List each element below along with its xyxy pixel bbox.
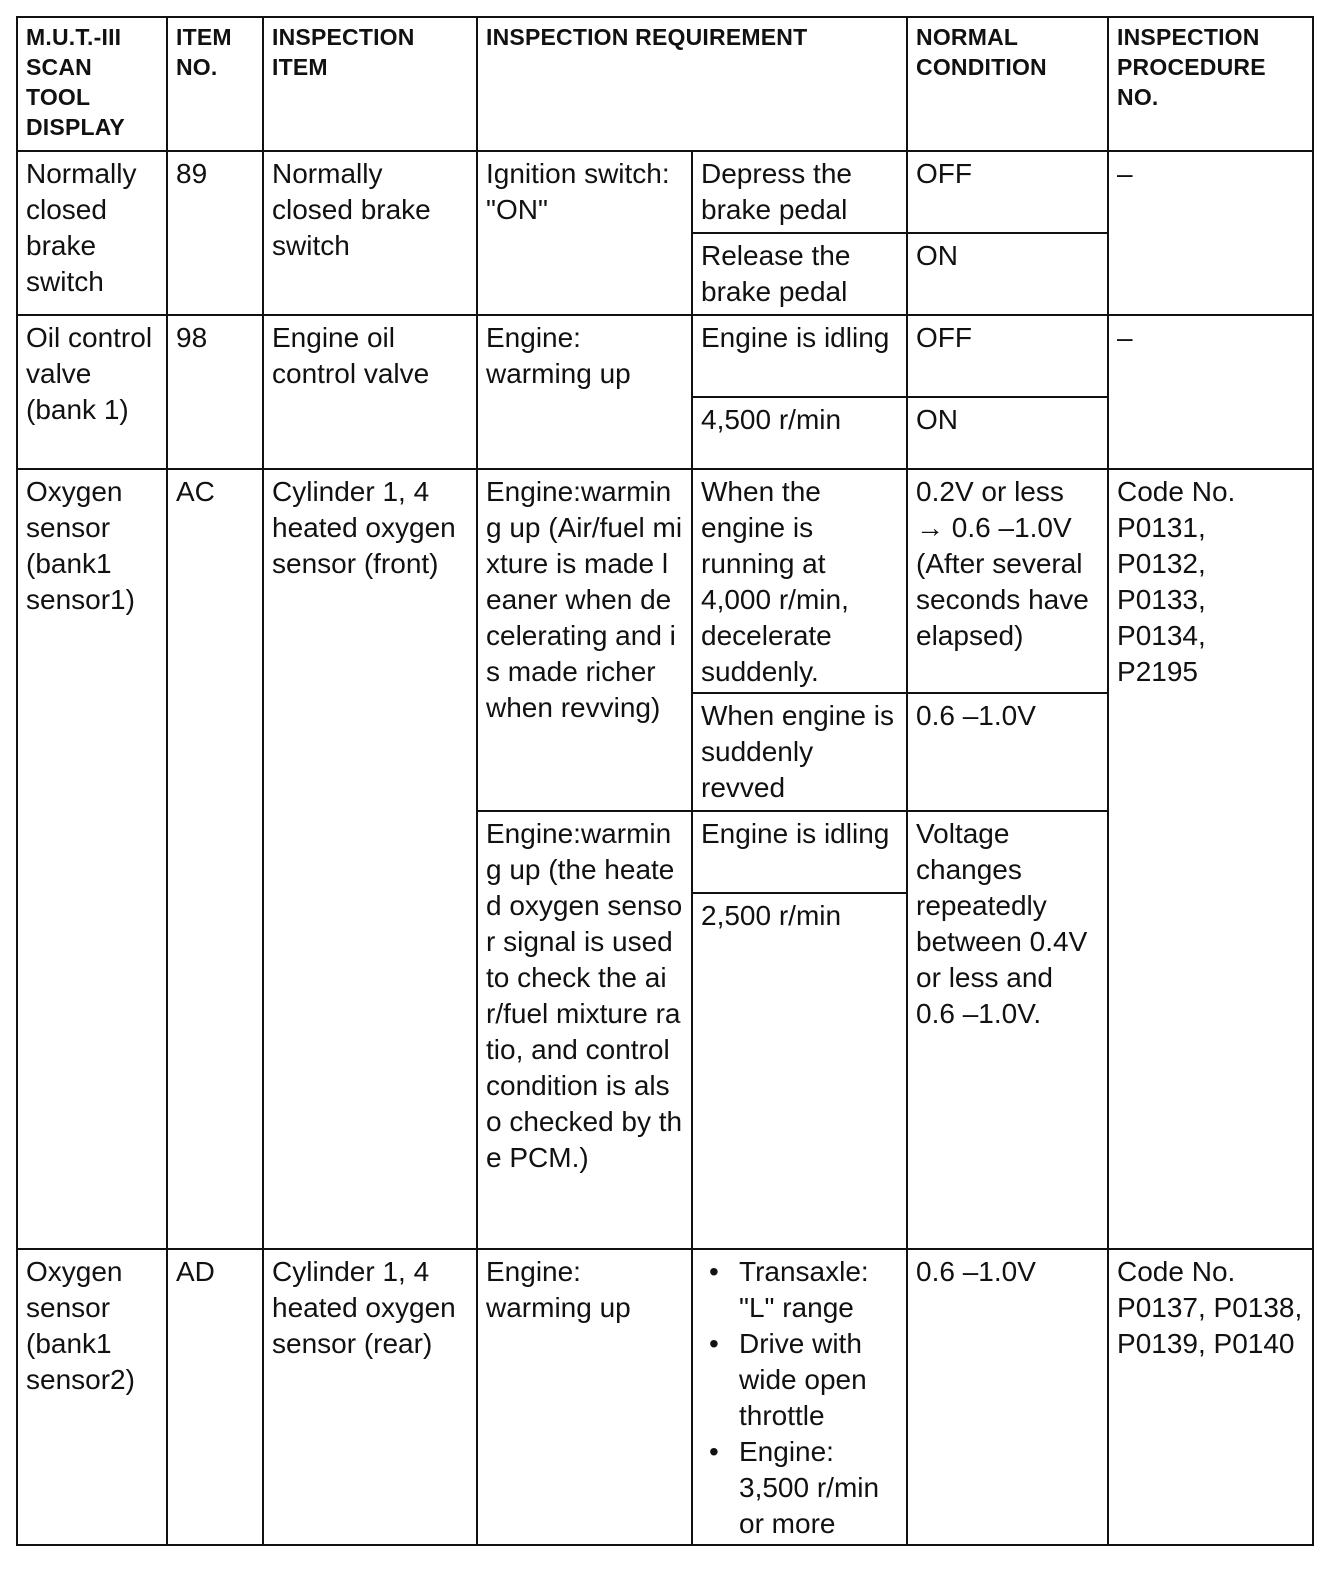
header-procedure-no: INSPECTION PROCEDURE NO.: [1108, 17, 1313, 151]
cell-condition: 2,500 r/min: [692, 893, 907, 1249]
cell-condition: Depress the brake pedal: [692, 151, 907, 233]
cell-procedure: –: [1108, 315, 1313, 469]
header-display: M.U.T.-III SCAN TOOL DISPLAY: [17, 17, 167, 151]
cell-display: Oil control valve (bank 1): [17, 315, 167, 469]
table-row: [17, 469, 1313, 693]
cell-condition: Engine is idling: [692, 315, 907, 397]
cell-item-no: 89: [167, 151, 263, 315]
cell-display: Normally closed brake switch: [17, 151, 167, 315]
header-inspection-item: INSPECTION ITEM: [263, 17, 477, 151]
cell-normal: ON: [907, 397, 1108, 469]
inspection-table: [16, 16, 1314, 1546]
cell-inspection-item: Engine oil control valve: [263, 315, 477, 469]
table-row: [17, 315, 1313, 397]
cell-condition: When the engine is running at 4,000 r/min, decelerate suddenly.: [692, 469, 907, 693]
cell-item-no: AC: [167, 469, 263, 1249]
table-row: [17, 1249, 1313, 1545]
cell-requirement: Ignition switch: "ON": [477, 151, 692, 315]
cell-inspection-item: Cylinder 1, 4 heated oxygen sensor (rear): [263, 1249, 477, 1545]
cell-item-no: AD: [167, 1249, 263, 1545]
table-row: [17, 151, 1313, 233]
cell-normal: 0.2V or less → 0.6 –1.0V (After several seconds have elapsed): [907, 469, 1108, 693]
cell-display: Oxygen sensor (bank1 sensor2): [17, 1249, 167, 1545]
header-item-no: ITEM NO.: [167, 17, 263, 151]
cell-condition: 4,500 r/min: [692, 397, 907, 469]
cell-condition: Engine is idling: [692, 811, 907, 893]
cell-display: Oxygen sensor (bank1 sensor1): [17, 469, 167, 1249]
cell-condition: When engine is suddenly revved: [692, 693, 907, 811]
cell-normal: OFF: [907, 315, 1108, 397]
cell-item-no: 98: [167, 315, 263, 469]
list-item: • Engine: 3,500 r/min or more: [739, 1434, 898, 1542]
header-inspection-requirement: INSPECTION REQUIREMENT: [477, 17, 907, 151]
cell-normal: 0.6 –1.0V: [907, 693, 1108, 811]
cell-condition-list: [692, 1249, 907, 1545]
cell-normal: Voltage changes repeatedly between 0.4V or less and 0.6 –1.0V.: [907, 811, 1108, 1249]
list-item: • Drive with wide open throttle: [739, 1326, 898, 1434]
cell-procedure: Code No. P0131, P0132, P0133, P0134, P2195: [1108, 469, 1313, 1249]
cell-procedure: Code No. P0137, P0138, P0139, P0140: [1108, 1249, 1313, 1545]
cell-normal: OFF: [907, 151, 1108, 233]
cell-condition: Release the brake pedal: [692, 233, 907, 315]
cell-normal: 0.6 –1.0V: [907, 1249, 1108, 1545]
header-normal-condition: NORMAL CONDITION: [907, 17, 1108, 151]
cell-procedure: –: [1108, 151, 1313, 315]
list-item: • Transaxle: "L" range: [739, 1254, 898, 1326]
condition-bullet-list: [701, 1254, 898, 1542]
cell-inspection-item: Normally closed brake switch: [263, 151, 477, 315]
cell-requirement: Engine:warming up (Air/fuel mixture is made leaner when decelerating and is made richer when revving): [477, 469, 692, 811]
header-row: [17, 17, 1313, 151]
cell-normal: ON: [907, 233, 1108, 315]
cell-inspection-item: Cylinder 1, 4 heated oxygen sensor (front): [263, 469, 477, 1249]
cell-requirement: Engine: warming up: [477, 315, 692, 469]
cell-requirement: Engine:warming up (the heated oxygen sensor signal is used to check the air/fuel mixture ratio, and control condition is also checked by the PCM.): [477, 811, 692, 1249]
cell-requirement: Engine: warming up: [477, 1249, 692, 1545]
